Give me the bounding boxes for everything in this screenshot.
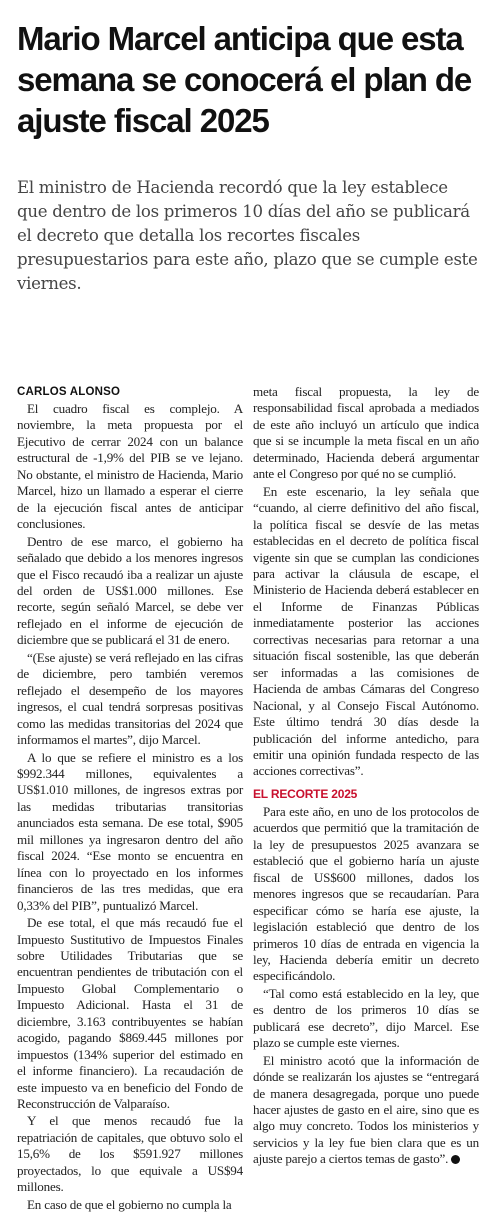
paragraph-text: El ministro acotó que la información de dónde se realizarán los ajustes se “entregará de manera desagregada, porque uno puede hacer ajustes de gasto en el aire, sino que es algo muy concreto. Todos los ministerios y servicios y la ley fue bien clara que es un ajuste parejo a ciertos temas de gasto”.: [253, 1052, 479, 1167]
paragraph: De ese total, el que más recaudó fue el Impuesto Sustitutivo de Impuestos Finales sobre Utilidades Tributarias que se encuentran pendientes de tributación con el Impuesto Global Complementario o Impuesto Adicional. Hasta el 31 de diciembre, 3.163 contribuyentes se habían acogido, pagando $869.445 millones por impuestos (134% superior del estimado en el informe financiero). La recaudación de este impuesto va en beneficio del Fondo de Reconstrucción de Valparaíso.: [17, 915, 243, 1112]
dek: El ministro de Hacienda recordó que la ley establece que dentro de los primeros 10 días del año se publicará el decreto que detalla los recortes fiscales presupuestarios para este año, plazo que se cumple este viernes.: [17, 178, 478, 293]
paragraph: Para este año, en uno de los protocolos de acuerdos que permitió que la tramitación de la ley de presupuestos 2025 avanzara se estableció que el gobierno haría un ajuste fiscal de US$600 millones, dados los menores ingresos que se recaudarían. Para especificar cómo se haría ese ajuste, la legislación estableció que dentro de los primeros 10 días de entrada en vigencia la ley, Hacienda debería emitir un decreto especificándolo.: [253, 803, 479, 984]
headline: Mario Marcel anticipa que esta semana se conocerá el plan de ajuste fiscal 2025: [17, 20, 472, 139]
paragraph: En este escenario, la ley señala que “cuando, al cierre definitivo del año fiscal, la política fiscal se desvíe de las metas establecidas en el decreto de política fiscal vigente sin que se cumplan las condiciones para activar la cláusula de escape, el Ministerio de Hacienda deberá establecer en el Informe de Finanzas Públicas inmediatamente posterior las acciones correctivas necesarias para retornar a una situación fiscal sostenible, las que deberán ser informadas a las comisiones de Hacienda de ambas Cámaras del Congreso Nacional, y al Consejo Fiscal Autónomo. Este último tendrá 30 días desde la publicación del informe antedicho, para emitir una opinión fundada respecto de las acciones correctivas”.: [253, 483, 479, 779]
section-subhead: EL RECORTE 2025: [253, 786, 358, 801]
paragraph: “Tal como está establecido en la ley, que es dentro de los primeros 10 días se publicará ese decreto”, dijo Marcel. Ese plazo se cumple este viernes.: [253, 985, 479, 1051]
paragraph: En caso de que el gobierno no cumpla la: [27, 1196, 232, 1212]
paragraph-last: [253, 1053, 479, 1168]
paragraph: meta fiscal propuesta, la ley de responsabilidad fiscal aprobada a mediados de este año incluyó un artículo que indica que si se incumple la meta fiscal en un año determinado, Hacienda deberá argumentar ante el Congreso por qué no se cumplió.: [253, 384, 479, 482]
left-column: [17, 384, 243, 1213]
paragraph: Y el que menos recaudó fue la repatriación de capitales, que obtuvo solo el 15,6% de los $591.927 millones proyectados, lo que equivale a US$94 millones.: [17, 1113, 243, 1195]
paragraph: Dentro de ese marco, el gobierno ha señalado que debido a los menores ingresos que el Fisco recaudó iba a realizar un ajuste del orden de US$1.000 millones. Ese recorte, según señaló Marcel, se debe ver reflejado en el informe de ejecución de diciembre que se publicará el 31 de enero.: [17, 533, 243, 648]
byline: CARLOS ALONSO: [17, 386, 121, 398]
paragraph: “(Ese ajuste) se verá reflejado en las cifras de diciembre, pero también veremos reflejado el desempeño de los mayores ingresos, el cual tendrá sorpresas positivas como las medidas transitorias del 2024 que informamos el martes”, dijo Marcel.: [17, 649, 243, 748]
right-column: [253, 384, 479, 1168]
paragraph: A lo que se refiere el ministro es a los $992.344 millones, equivalentes a US$1.010 millones, de ingresos extras por las medidas tributarias transitorias anunciados esta semana. De ese total, $905 mil millones ya ingresaron dentro del año fiscal 2024. “Ese monto se encuentra en línea con lo proyectado en los informes financieros de las tres medidas, que era 0,33% del PIB”, puntualizó Marcel.: [17, 749, 243, 913]
paragraph: El cuadro fiscal es complejo. A noviembre, la meta propuesta por el Ejecutivo de cerrar 2024 con un balance estructural de -1,9% del PIB se ve lejano. No obstante, el ministro de Hacienda, Mario Marcel, hizo un llamado a esperar el cierre de la ejecución fiscal antes de anticipar conclusiones.: [17, 401, 243, 532]
end-mark-icon: [451, 1155, 460, 1164]
